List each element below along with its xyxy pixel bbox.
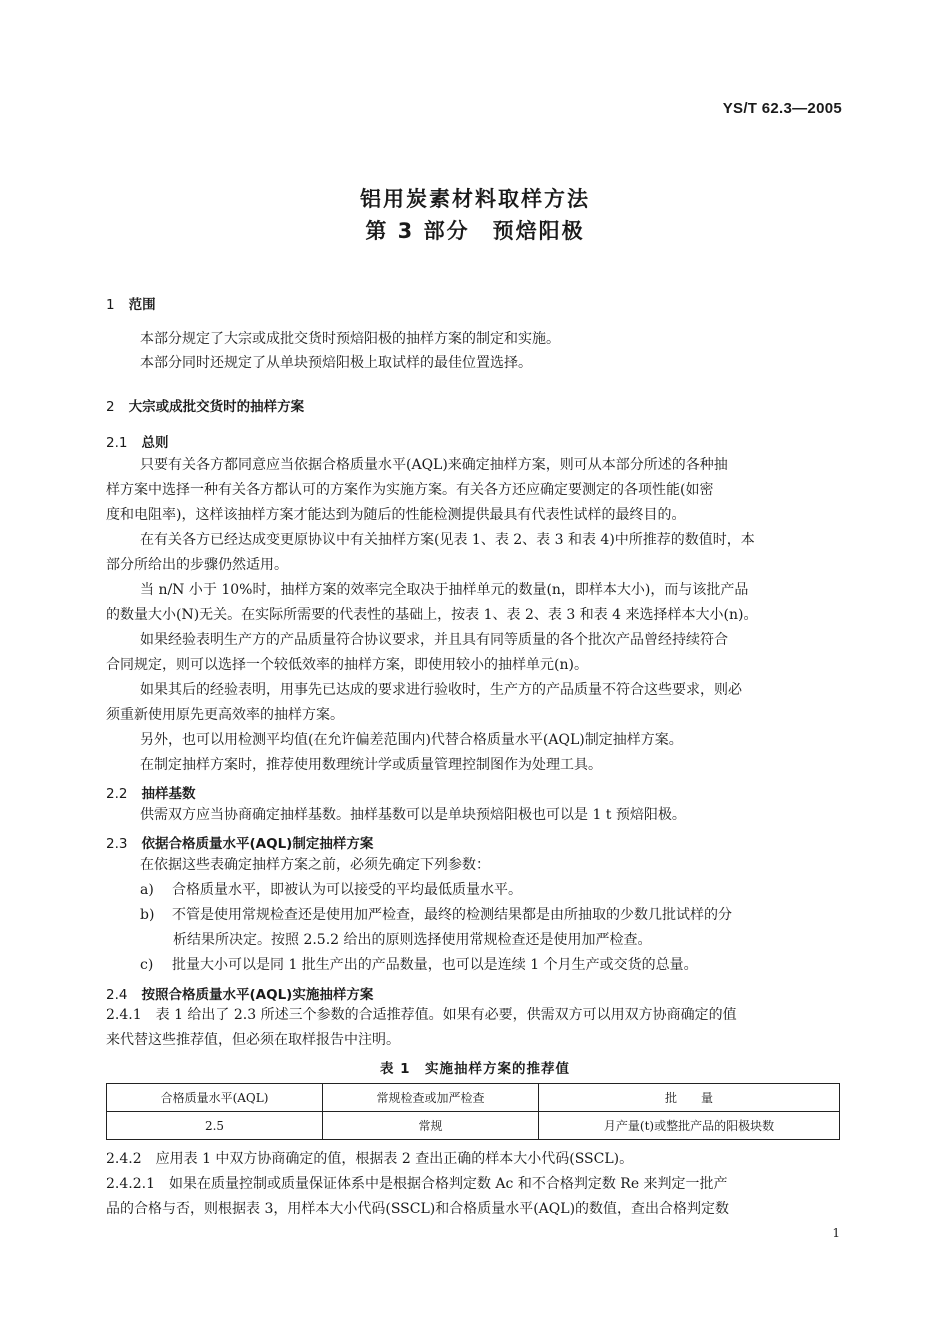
paragraph-line: 品的合格与否，则根据表 3，用样本大小代码(SSCL)和合格质量水平(AQL)的数值，查出合格判定数: [106, 1201, 730, 1217]
paragraph-line: 在有关各方已经达成变更原协议中有关抽样方案(见表 1、表 2、表 3 和表 4)中所推荐的数值时，本: [140, 532, 755, 548]
list-text: 批量大小可以是同 1 批生产出的产品数量，也可以是连续 1 个月生产或交货的总量。: [172, 957, 698, 973]
paragraph: 本部分规定了大宗或成批交货时预焙阳极的抽样方案的制定和实施。: [140, 331, 560, 347]
list-marker: a): [140, 882, 154, 898]
section-2-1-heading: [106, 431, 168, 451]
list-item-b-continued: 析结果所决定。按照 2.5.2 给出的原则选择使用常规检查还是使用加严检查。: [173, 932, 652, 948]
list-marker: b): [140, 907, 155, 923]
section-number: 2.4: [106, 987, 128, 1003]
section-title: 抽样基数: [141, 786, 196, 802]
section-number: 2.1: [106, 435, 128, 451]
section-title: 大宗或成批交货时的抽样方案: [128, 399, 305, 415]
paragraph-line: 2.4.2.1 如果在质量控制或质量保证体系中是根据合格判定数 Ac 和不合格判定数 Re 来判定一批产: [106, 1176, 728, 1192]
paragraph-line: 2.4.1 表 1 给出了 2.3 所述三个参数的合适推荐值。如果有必要，供需双方可以用双方协商确定的值: [106, 1007, 737, 1023]
section-title: 总则: [141, 435, 169, 451]
document-title: 铝用炭素材料取样方法: [360, 187, 590, 211]
paragraph-line: 样方案中选择一种有关各方都认可的方案作为实施方案。有关各方还应确定要测定的各项性能(如密: [106, 482, 714, 498]
section-number: 2: [106, 399, 115, 415]
section-number: 2.2: [106, 786, 128, 802]
list-text: 不管是使用常规检查还是使用加严检查，最终的检测结果都是由所抽取的少数几批试样的分: [172, 907, 732, 923]
table-cell: 2.5: [107, 1112, 323, 1140]
paragraph-line: 的数量大小(N)无关。在实际所需要的代表性的基础上，按表 1、表 2、表 3 和表 4 来选择样本大小(n)。: [106, 607, 758, 623]
paragraph-line: 须重新使用原先更高效率的抽样方案。: [106, 707, 344, 723]
paragraph-line: 合同规定，则可以选择一个较低效率的抽样方案，即使用较小的抽样单元(n)。: [106, 657, 588, 673]
section-title: 范围: [128, 297, 156, 313]
paragraph-line: 另外，也可以用检测平均值(在允许偏差范围内)代替合格质量水平(AQL)制定抽样方案。: [140, 732, 683, 748]
list-item-c: [140, 953, 698, 978]
paragraph-line: 度和电阻率)，这样该抽样方案才能达到为随后的性能检测提供最具有代表性试样的最终目的。: [106, 507, 686, 523]
section-2-2-heading: [106, 782, 195, 802]
list-item-a: [140, 878, 522, 903]
section-2-heading: [106, 395, 304, 415]
paragraph-line: 部分所给出的步骤仍然适用。: [106, 557, 288, 573]
list-marker: c): [140, 957, 154, 973]
paragraph-line: 在制定抽样方案时，推荐使用数理统计学或质量管理控制图作为处理工具。: [140, 757, 602, 773]
section-2-3-heading: [106, 832, 373, 852]
section-title: 按照合格质量水平(AQL)实施抽样方案: [141, 987, 374, 1003]
standard-code: YS/T 62.3—2005: [722, 100, 842, 117]
recommended-values-table: [106, 1083, 840, 1140]
list-text: 合格质量水平，即被认为可以接受的平均最低质量水平。: [172, 882, 522, 898]
table-cell: 月产量(t)或整批产品的阳极块数: [539, 1112, 840, 1140]
paragraph-line: 只要有关各方都同意应当依据合格质量水平(AQL)来确定抽样方案，则可从本部分所述的各种抽: [140, 457, 728, 473]
paragraph-line: 如果其后的经验表明，用事先已达成的要求进行验收时，生产方的产品质量不符合这些要求，则必: [140, 682, 742, 698]
table-row: [107, 1112, 840, 1140]
page-number: 1: [832, 1226, 840, 1240]
paragraph-line: 2.4.2 应用表 1 中双方协商确定的值，根据表 2 查出正确的样本大小代码(SSCL)。: [106, 1151, 634, 1167]
section-title: 依据合格质量水平(AQL)制定抽样方案: [141, 836, 374, 852]
section-number: 1: [106, 297, 115, 313]
paragraph-line: 当 n/N 小于 10%时，抽样方案的效率完全取决于抽样单元的数量(n，即样本大小)，而与该批产品: [140, 582, 749, 598]
table-header-cell: 合格质量水平(AQL): [107, 1084, 323, 1112]
table-header-cell: 批 量: [539, 1084, 840, 1112]
section-number: 2.3: [106, 836, 128, 852]
table-header-row: [107, 1084, 840, 1112]
section-2-4-heading: [106, 983, 373, 1003]
paragraph: 本部分同时还规定了从单块预焙阳极上取试样的最佳位置选择。: [140, 355, 532, 371]
paragraph-line: 供需双方应当协商确定抽样基数。抽样基数可以是单块预焙阳极也可以是 1 t 预焙阳极。: [140, 807, 686, 823]
document-subtitle: 第 3 部分 预焙阳极: [365, 219, 585, 243]
table-caption: 表 1 实施抽样方案的推荐值: [379, 1061, 571, 1077]
paragraph-line: 如果经验表明生产方的产品质量符合协议要求，并且具有同等质量的各个批次产品曾经持续符合: [140, 632, 728, 648]
paragraph-line: 在依据这些表确定抽样方案之前，必须先确定下列参数：: [140, 857, 490, 873]
section-1-heading: [106, 293, 156, 313]
list-item-b: [140, 903, 732, 928]
table-header-cell: 常规检查或加严检查: [323, 1084, 539, 1112]
paragraph-line: 来代替这些推荐值，但必须在取样报告中注明。: [106, 1032, 400, 1048]
table-cell: 常规: [323, 1112, 539, 1140]
